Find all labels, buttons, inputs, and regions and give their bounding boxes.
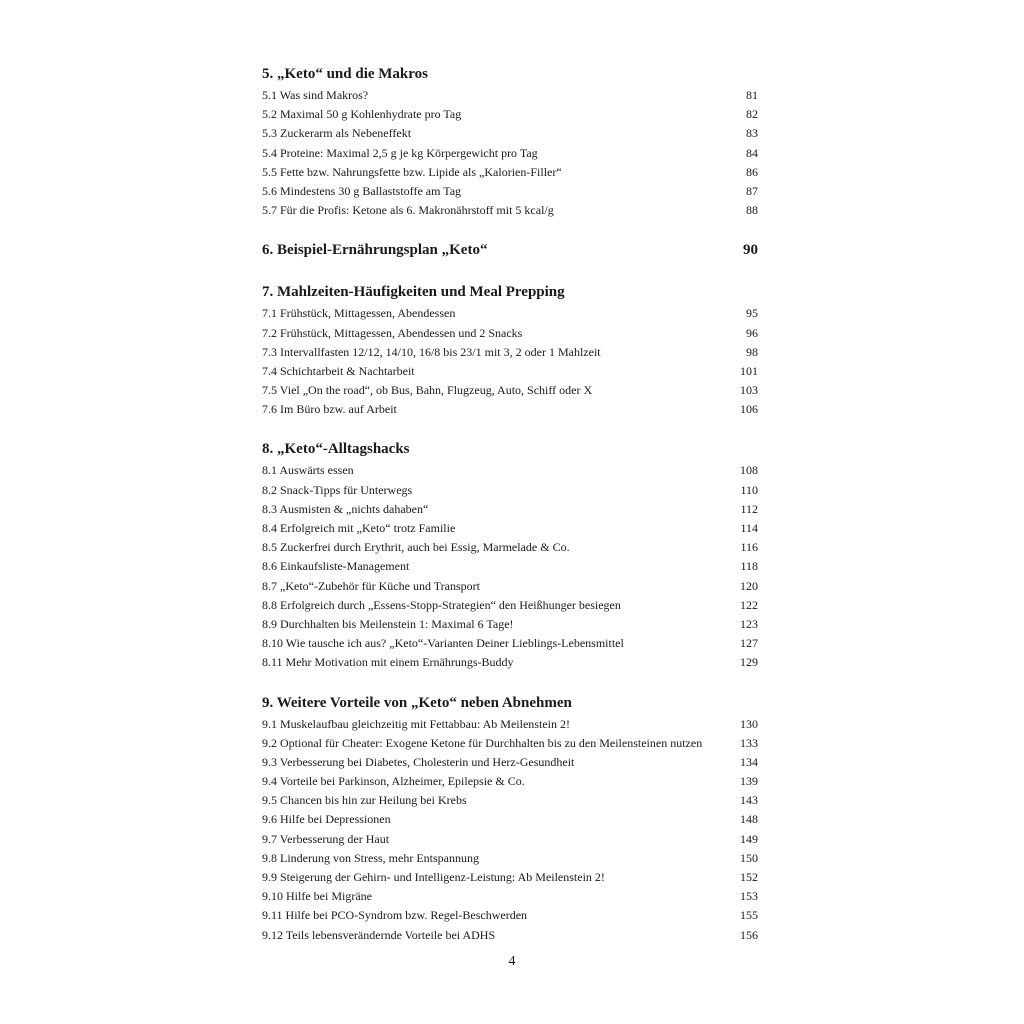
chapter-heading xyxy=(262,280,758,304)
toc-entry xyxy=(262,868,758,887)
chapter-title: 8. „Keto“-Alltagshacks xyxy=(262,441,410,458)
toc-entry xyxy=(262,381,758,400)
toc-entry xyxy=(262,500,758,519)
toc-entry xyxy=(262,849,758,868)
toc-entry-label: 7.6 Im Büro bzw. auf Arbeit xyxy=(262,402,397,417)
toc-entry xyxy=(262,653,758,672)
toc-entry xyxy=(262,182,758,201)
chapter-title: 7. Mahlzeiten-Häufigkeiten und Meal Prepping xyxy=(262,284,565,301)
toc-entry xyxy=(262,772,758,791)
toc-entry-page: 103 xyxy=(740,383,758,398)
toc-entry xyxy=(262,634,758,653)
toc-entry-page: 149 xyxy=(740,831,758,846)
toc-entry-page: 153 xyxy=(740,889,758,904)
toc-entry xyxy=(262,906,758,925)
toc-section xyxy=(262,691,758,945)
toc-entry-page: 139 xyxy=(740,774,758,789)
toc-entry-page: 127 xyxy=(740,636,758,651)
toc-entry-page: 123 xyxy=(740,616,758,631)
toc-entry xyxy=(262,324,758,343)
toc-section xyxy=(262,62,758,220)
toc-entry-page: 120 xyxy=(740,578,758,593)
toc-entry xyxy=(262,715,758,734)
toc-entry xyxy=(262,163,758,182)
toc-entry-label: 9.1 Muskelaufbau gleichzeitig mit Fettabbau: Ab Meilenstein 2! xyxy=(262,716,570,731)
toc-entry-page: 87 xyxy=(746,183,758,198)
toc-entry-label: 8.7 „Keto“-Zubehör für Küche und Transport xyxy=(262,578,480,593)
toc-entry xyxy=(262,926,758,945)
toc-entry-page: 86 xyxy=(746,164,758,179)
toc-entry xyxy=(262,343,758,362)
toc-section xyxy=(262,238,758,262)
toc-entry-label: 9.2 Optional für Cheater: Exogene Ketone für Durchhalten bis zu den Meilensteinen nutzen xyxy=(262,735,703,750)
toc-entry xyxy=(262,400,758,419)
toc-entry-page: 88 xyxy=(746,203,758,218)
toc-entry xyxy=(262,615,758,634)
toc-entry xyxy=(262,810,758,829)
toc-entry xyxy=(262,557,758,576)
toc-entry-label: 5.6 Mindestens 30 g Ballaststoffe am Tag xyxy=(262,183,462,198)
toc-entry xyxy=(262,105,758,124)
toc-entry-label: 9.3 Verbesserung bei Diabetes, Cholesterin und Herz-Gesundheit xyxy=(262,754,575,769)
toc-entry-page: 148 xyxy=(740,812,758,827)
toc-entry-label: 9.12 Teils lebensverändernde Vorteile bei ADHS xyxy=(262,927,496,942)
toc-entry-label: 8.10 Wie tausche ich aus? „Keto“-Varianten Deiner Lieblings-Lebensmittel xyxy=(262,636,624,651)
toc-entry-label: 8.8 Erfolgreich durch „Essens-Stopp-Strategien“ den Heißhunger besiegen xyxy=(262,597,621,612)
toc-entry-label: 5.7 Für die Profis: Ketone als 6. Makronährstoff mit 5 kcal/g xyxy=(262,203,554,218)
toc-section xyxy=(262,280,758,419)
toc-entry-label: 8.5 Zuckerfrei durch Erythrit, auch bei Essig, Marmelade & Co. xyxy=(262,540,570,555)
toc-entry xyxy=(262,577,758,596)
toc-entry xyxy=(262,753,758,772)
toc-entry-page: 133 xyxy=(740,735,758,750)
toc-entry xyxy=(262,734,758,753)
toc-entry-page: 82 xyxy=(746,107,758,122)
page-number: 4 xyxy=(508,954,516,969)
toc-entry xyxy=(262,201,758,220)
toc-entry-page: 156 xyxy=(740,927,758,942)
toc-section xyxy=(262,437,758,672)
toc-entry xyxy=(262,596,758,615)
toc-entry-label: 8.3 Ausmisten & „nichts dahaben“ xyxy=(262,501,429,516)
toc-entry-page: 98 xyxy=(746,344,758,359)
toc-entry xyxy=(262,519,758,538)
toc-entry xyxy=(262,86,758,105)
chapter-title: 6. Beispiel-Ernährungsplan „Keto“ xyxy=(262,242,488,259)
toc-entry-label: 7.5 Viel „On the road“, ob Bus, Bahn, Flugzeug, Auto, Schiff oder X xyxy=(262,383,593,398)
toc-entry-page: 155 xyxy=(740,908,758,923)
toc-entry-page: 152 xyxy=(740,870,758,884)
toc-entry-page: 130 xyxy=(740,716,758,731)
toc-entry-label: 7.3 Intervallfasten 12/12, 14/10, 16/8 bis 23/1 mit 3, 2 oder 1 Mahlzeit xyxy=(262,344,601,359)
chapter-heading xyxy=(262,691,758,715)
toc-entry-page: 81 xyxy=(746,88,758,102)
chapter-heading xyxy=(262,437,758,461)
toc-entry-page: 101 xyxy=(740,363,758,378)
chapter-page-number: 90 xyxy=(743,242,758,259)
toc-entry-page: 108 xyxy=(740,463,758,478)
toc-entry-page: 150 xyxy=(740,850,758,865)
toc-entry-page: 83 xyxy=(746,126,758,141)
toc-entry xyxy=(262,461,758,480)
toc-entry-label: 5.2 Maximal 50 g Kohlenhydrate pro Tag xyxy=(262,107,462,122)
toc-entry-page: 106 xyxy=(740,402,758,417)
toc-entry xyxy=(262,887,758,906)
toc-entry xyxy=(262,144,758,163)
toc-entry-label: 9.8 Linderung von Stress, mehr Entspannung xyxy=(262,850,479,865)
toc-entry-label: 5.5 Fette bzw. Nahrungsfette bzw. Lipide als „Kalorien-Filler“ xyxy=(262,164,562,179)
toc-entry-page: 116 xyxy=(740,540,758,555)
toc-entry-label: 9.11 Hilfe bei PCO-Syndrom bzw. Regel-Beschwerden xyxy=(262,908,528,923)
toc-entry xyxy=(262,830,758,849)
toc-entry-page: 143 xyxy=(740,793,758,808)
toc-entry-label: 9.7 Verbesserung der Haut xyxy=(262,831,390,846)
chapter-heading xyxy=(262,238,758,262)
toc-entry-page: 114 xyxy=(740,521,758,535)
table-of-contents xyxy=(262,62,758,945)
toc-entry-page: 134 xyxy=(740,754,758,769)
toc-entry xyxy=(262,362,758,381)
toc-entry xyxy=(262,304,758,323)
toc-entry-label: 9.10 Hilfe bei Migräne xyxy=(262,889,372,904)
toc-entry-label: 7.1 Frühstück, Mittagessen, Abendessen xyxy=(262,306,456,321)
toc-entry-label: 7.4 Schichtarbeit & Nachtarbeit xyxy=(262,363,415,378)
chapter-title: 9. Weitere Vorteile von „Keto“ neben Abnehmen xyxy=(262,694,572,711)
toc-entry-page: 84 xyxy=(746,145,758,160)
toc-entry xyxy=(262,791,758,810)
toc-entry-label: 5.3 Zuckerarm als Nebeneffekt xyxy=(262,126,412,141)
toc-entry-page: 112 xyxy=(740,501,758,516)
toc-entry-label: 8.4 Erfolgreich mit „Keto“ trotz Familie xyxy=(262,521,456,535)
chapter-heading xyxy=(262,62,758,86)
toc-entry-page: 122 xyxy=(740,597,758,612)
toc-entry xyxy=(262,481,758,500)
toc-entry-label: 9.9 Steigerung der Gehirn- und Intelligenz-Leistung: Ab Meilenstein 2! xyxy=(262,870,605,884)
toc-entry-label: 8.11 Mehr Motivation mit einem Ernährungs-Buddy xyxy=(262,655,514,670)
toc-entry-label: 8.6 Einkaufsliste-Management xyxy=(262,559,410,574)
toc-entry-page: 110 xyxy=(740,482,758,497)
toc-entry-page: 95 xyxy=(746,306,758,321)
toc-entry-page: 129 xyxy=(740,655,758,670)
toc-entry-label: 7.2 Frühstück, Mittagessen, Abendessen und 2 Snacks xyxy=(262,325,523,340)
toc-entry-label: 9.4 Vorteile bei Parkinson, Alzheimer, Epilepsie & Co. xyxy=(262,774,525,789)
toc-entry-label: 5.1 Was sind Makros? xyxy=(262,88,369,102)
toc-entry-page: 96 xyxy=(746,325,758,340)
toc-entry-label: 8.1 Auswärts essen xyxy=(262,463,354,478)
toc-entry-label: 5.4 Proteine: Maximal 2,5 g je kg Körpergewicht pro Tag xyxy=(262,145,538,160)
toc-entry xyxy=(262,538,758,557)
toc-entry-label: 9.5 Chancen bis hin zur Heilung bei Krebs xyxy=(262,793,467,808)
toc-entry-label: 9.6 Hilfe bei Depressionen xyxy=(262,812,391,827)
toc-entry-label: 8.2 Snack-Tipps für Unterwegs xyxy=(262,482,413,497)
chapter-title: 5. „Keto“ und die Makros xyxy=(262,66,428,82)
toc-entry xyxy=(262,124,758,143)
toc-entry-label: 8.9 Durchhalten bis Meilenstein 1: Maximal 6 Tage! xyxy=(262,616,514,631)
toc-entry-page: 118 xyxy=(740,559,758,574)
